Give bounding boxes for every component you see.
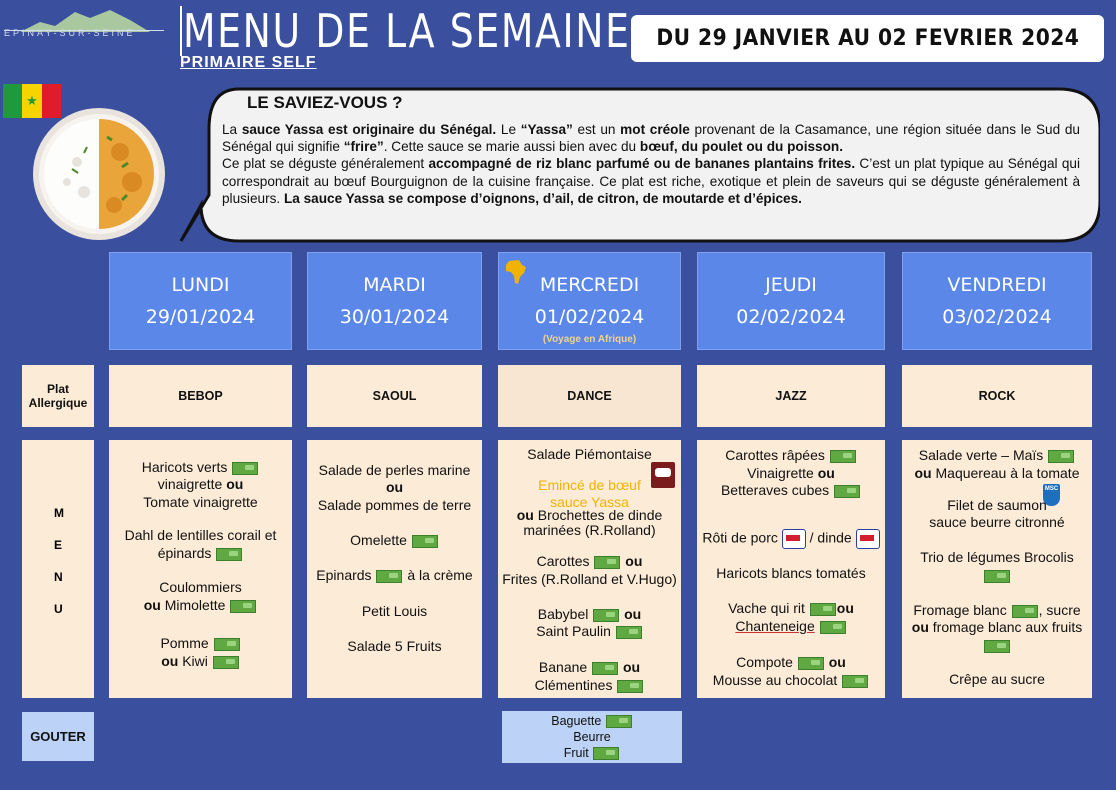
- menu-item: Clémentines: [498, 677, 681, 694]
- menu-item: sauce Yassa: [550, 494, 629, 510]
- date-range: DU 29 JANVIER AU 02 FEVRIER 2024: [656, 26, 1079, 51]
- organic-label-icon: [214, 638, 240, 651]
- menu-cell-lundi: [109, 440, 292, 698]
- yassa-plate-icon: [32, 107, 166, 241]
- menu-item: ou Mimolette: [109, 597, 292, 614]
- menu-item: marinées (R.Rolland): [523, 522, 656, 538]
- french-pork-label-icon: [782, 529, 806, 549]
- gouter-row-label: GOUTER: [22, 712, 94, 761]
- bubble-title: LE SAVIEZ-VOUS ?: [247, 93, 403, 112]
- gouter-item: Fruit: [502, 745, 682, 761]
- menu-item: [902, 567, 1092, 584]
- page-subtitle: PRIMAIRE SELF: [180, 54, 317, 71]
- menu-cell-mardi: [307, 440, 482, 698]
- allergy-row-label: [22, 365, 94, 427]
- menu-letter: E: [54, 538, 63, 552]
- menu-item: Salade de perles marine: [318, 462, 471, 478]
- day-header-lundi: [109, 252, 292, 350]
- menu-item: Vinaigrette ou: [747, 465, 835, 481]
- menu-letter: M: [54, 506, 64, 520]
- menu-item: Omelette: [307, 532, 482, 549]
- menu-letter: U: [54, 602, 63, 616]
- menu-item: Petit Louis: [361, 603, 428, 619]
- day-date: 03/02/2024: [942, 306, 1052, 328]
- city-logo-text: EPINAY-SUR-SEINE: [4, 28, 136, 38]
- organic-label-icon: [616, 626, 642, 639]
- menu-item: Pomme: [109, 635, 292, 652]
- allergy-cell-mardi: SAOUL: [307, 365, 482, 427]
- menu-item: épinards: [109, 545, 292, 562]
- organic-label-icon: [984, 640, 1010, 653]
- menu-cell-mercredi: [498, 440, 681, 698]
- menu-item: Haricots verts: [109, 459, 292, 476]
- menu-item: Crêpe au sucre: [949, 671, 1045, 687]
- allergy-cell-lundi: BEBOP: [109, 365, 292, 427]
- menu-item: [902, 637, 1092, 654]
- senegal-flag-icon: ★: [3, 84, 61, 118]
- menu-item: Epinards à la crème: [316, 567, 473, 583]
- menu-item: ou Kiwi: [109, 653, 292, 670]
- menu-item: Salade pommes de terre: [317, 497, 472, 513]
- menu-item: Salade verte – Maïs: [902, 447, 1092, 464]
- menu-item: Chanteneige: [697, 618, 885, 635]
- organic-label-icon: [376, 570, 402, 583]
- menu-item: Compote ou: [736, 654, 846, 670]
- menu-cell-vendredi: [902, 440, 1092, 698]
- menu-item: Saint Paulin: [498, 623, 681, 640]
- title-divider: [180, 6, 182, 56]
- day-header-jeudi: [697, 252, 885, 350]
- day-header-mardi: [307, 252, 482, 350]
- organic-label-icon: [1012, 605, 1038, 618]
- organic-label-icon: [810, 603, 836, 616]
- organic-label-icon: [593, 609, 619, 622]
- menu-item: Banane ou: [538, 659, 641, 675]
- day-header-mercredi: [498, 252, 681, 350]
- day-date: 01/02/2024: [534, 306, 645, 328]
- organic-label-icon: [213, 656, 239, 669]
- gouter-item: Baguette: [502, 713, 682, 729]
- menu-item: Mousse au chocolat: [697, 672, 885, 689]
- menu-item: Filet de saumon: [947, 497, 1047, 513]
- africa-map-icon: [505, 259, 527, 285]
- gouter-item: Beurre: [573, 730, 611, 744]
- day-date: 02/02/2024: [736, 306, 846, 328]
- menu-item: Babybel ou: [537, 606, 642, 622]
- menu-item: Fromage blanc , sucre: [913, 602, 1081, 618]
- day-date: 29/01/2024: [145, 306, 256, 328]
- menu-item: Salade 5 Fruits: [347, 638, 442, 654]
- day-date: 30/01/2024: [339, 306, 450, 328]
- organic-label-icon: [830, 450, 856, 463]
- organic-label-icon: [593, 747, 619, 760]
- day-name: VENDREDI: [947, 274, 1047, 296]
- organic-label-icon: [984, 570, 1010, 583]
- organic-label-icon: [606, 715, 632, 728]
- menu-item: Coulommiers: [159, 579, 242, 595]
- menu-item: sauce beurre citronné: [929, 514, 1065, 530]
- msc-label-icon: MSC: [1043, 484, 1060, 506]
- menu-item: Salade Piémontaise: [527, 446, 652, 462]
- menu-item: Frites (R.Rolland et V.Hugo): [502, 571, 677, 587]
- menu-item: ou fromage blanc aux fruits: [911, 619, 1083, 635]
- date-range-box: [631, 15, 1104, 62]
- gouter-cell-mercredi: [502, 711, 682, 763]
- day-name: JEUDI: [765, 274, 817, 296]
- organic-label-icon: [798, 657, 824, 670]
- menu-item: Emincé de bœuf: [538, 477, 641, 493]
- menu-item: Vache qui rit ou: [728, 600, 854, 616]
- page-title: MENU DE LA SEMAINE: [183, 4, 631, 58]
- menu-item: ou Brochettes de dinde: [516, 507, 663, 523]
- organic-label-icon: [592, 662, 618, 675]
- organic-label-icon: [1048, 450, 1074, 463]
- menu-item: Rôti de porc / dinde: [697, 529, 885, 549]
- menu-item: Dahl de lentilles corail et: [124, 527, 277, 543]
- menu-item: Betteraves cubes: [697, 482, 885, 499]
- day-name: MARDI: [363, 274, 426, 296]
- organic-label-icon: [834, 485, 860, 498]
- bubble-text: La sauce Yassa est originaire du Sénégal. Le “Yassa” est un mot créole provenant de la Casamance, une région située dans le Sud du Sénégal qui signifie “frire”. Cette sauce se marie aussi bien avec du bœuf, du poulet ou du poisson. Ce plat se déguste généralement accompagné de riz blanc parfumé ou de bananes plantains frites. C’est un plat typique au Sénégal qui correspondrait au bœuf Bourguignon de la cuisine française. Ce plat est riche, exotique et plein de saveurs qui se déguste généralement à plusieurs. La sauce Yassa se compose d’oignons, d’ail, de citron, de moutarde et d’épices.: [222, 122, 1080, 206]
- day-header-vendredi: [902, 252, 1092, 350]
- menu-item: Tomate vinaigrette: [143, 494, 258, 510]
- organic-label-icon: [594, 556, 620, 569]
- day-name: LUNDI: [171, 274, 230, 296]
- organic-label-icon: [232, 462, 258, 475]
- organic-label-icon: [216, 548, 242, 561]
- organic-label-icon: [230, 600, 256, 613]
- organic-label-icon: [412, 535, 438, 548]
- menu-row-label: [22, 440, 94, 698]
- organic-label-icon: [820, 621, 846, 634]
- menu-item: Trio de légumes Brocolis: [920, 549, 1074, 565]
- menu-cell-jeudi: [697, 440, 885, 698]
- allergy-cell-jeudi: JAZZ: [697, 365, 885, 427]
- french-poultry-label-icon: [856, 529, 880, 549]
- organic-label-icon: [617, 680, 643, 693]
- menu-item: vinaigrette ou: [157, 476, 244, 492]
- menu-letter: N: [54, 570, 63, 584]
- menu-item: Carottes ou: [536, 553, 643, 569]
- allergy-cell-mercredi: DANCE: [498, 365, 681, 427]
- menu-item: ou: [385, 479, 404, 495]
- menu-item: Haricots blancs tomatés: [716, 565, 866, 581]
- allergy-cell-vendredi: ROCK: [902, 365, 1092, 427]
- organic-label-icon: [842, 675, 868, 688]
- menu-item: ou Maquereau à la tomate: [914, 465, 1080, 481]
- theme-note: (Voyage en Afrique): [542, 334, 637, 345]
- allergy-label-line2: Allergique: [28, 396, 88, 410]
- menu-item: Carottes râpées: [697, 447, 885, 464]
- allergy-label-line1: Plat: [46, 382, 69, 396]
- day-name: MERCREDI: [539, 274, 640, 296]
